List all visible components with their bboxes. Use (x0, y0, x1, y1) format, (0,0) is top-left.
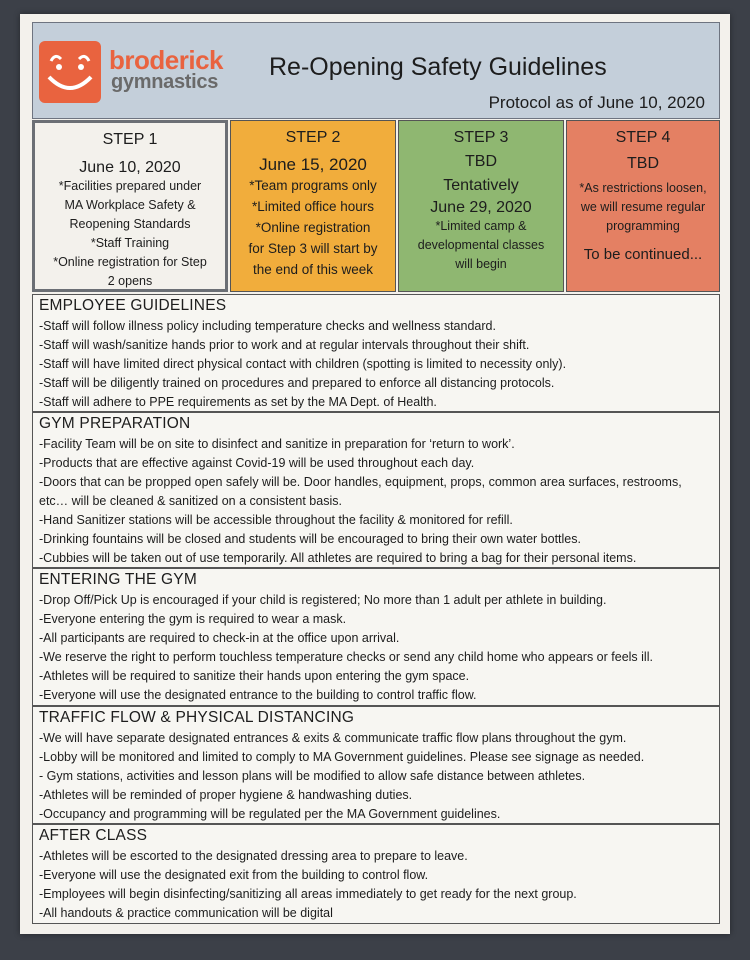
step-tentative: Tentatively (443, 177, 519, 194)
step-detail: programming (606, 219, 680, 233)
guidelines-flyer (20, 14, 730, 934)
step-detail: the end of this week (252, 262, 374, 277)
gym-preparation-section (32, 412, 720, 568)
steps-row (32, 120, 720, 292)
step-detail: *Staff Training (90, 236, 170, 250)
guideline-line: -Staff will wash/sanitize hands prior to work and at regular intervals throughout their shift. (39, 338, 530, 352)
guideline-line: -All handouts & practice communication will be digital (39, 906, 333, 920)
step-title: STEP 2 (285, 129, 341, 146)
employee-guidelines-section (32, 294, 720, 412)
header-banner (32, 22, 720, 119)
section-heading: EMPLOYEE GUIDELINES (39, 297, 227, 314)
guideline-line: -All participants are required to check-in at the office upon arrival. (39, 631, 400, 645)
guideline-line: -Athletes will be escorted to the designated dressing area to prepare to leave. (39, 849, 468, 863)
step-date: June 10, 2020 (79, 159, 181, 176)
brand-subname: gymnastics (111, 71, 219, 93)
guideline-line: -Staff will follow illness policy including temperature checks and wellness standard. (39, 319, 496, 333)
step-detail: Reopening Standards (69, 217, 191, 231)
guideline-line: -Athletes will be reminded of proper hygiene & handwashing duties. (39, 788, 413, 802)
step-detail: *Facilities prepared under (58, 179, 202, 193)
guideline-line: -Hand Sanitizer stations will be accessible throughout the facility & monitored for refill. (39, 513, 513, 527)
step-3-card (398, 120, 564, 292)
guideline-line: -We will have separate designated entrances & exits & communicate traffic flow plans throughout the gym. (39, 731, 627, 745)
guideline-line: -Employees will begin disinfecting/sanitizing all areas immediately to get ready for the next group. (39, 887, 577, 901)
brand-name: broderick (109, 45, 223, 75)
step-continued: To be continued... (583, 246, 703, 263)
step-title: STEP 1 (102, 131, 158, 148)
step-detail: *Limited camp & (435, 219, 527, 233)
guideline-line: -Athletes will be required to sanitize their hands upon entering the gym space. (39, 669, 470, 683)
step-detail: *Online registration (255, 220, 371, 235)
guideline-line: -Doors that can be propped open safely will be. Door handles, equipment, props, common area surfaces, restrooms, (39, 475, 682, 489)
guideline-line: etc… will be cleaned & sanitized on a consistent basis. (39, 494, 342, 508)
step-detail: *Limited office hours (251, 199, 375, 214)
protocol-date: Protocol as of June 10, 2020 (488, 93, 705, 112)
step-date: June 15, 2020 (259, 155, 367, 174)
step-detail: *As restrictions loosen, (579, 181, 707, 195)
guideline-line: -Drop Off/Pick Up is encouraged if your child is registered; No more than 1 adult per athlete in building. (39, 593, 607, 607)
guideline-line: -Products that are effective against Covid-19 will be used throughout each day. (39, 456, 475, 470)
guideline-line: -Cubbies will be taken out of use temporarily. All athletes are required to bring a bag for their personal items. (39, 551, 637, 565)
step-detail: will begin (455, 257, 507, 271)
section-heading: TRAFFIC FLOW & PHYSICAL DISTANCING (39, 709, 355, 726)
step-title: STEP 4 (615, 129, 671, 146)
step-date: TBD (627, 155, 659, 172)
guideline-line: -Occupancy and programming will be regulated per the MA Government guidelines. (39, 807, 501, 821)
guideline-line: -Lobby will be monitored and limited to comply to MA Government guidelines. Please see signage as needed. (39, 750, 645, 764)
step-detail: MA Workplace Safety & (64, 198, 196, 212)
section-heading: GYM PREPARATION (39, 415, 191, 432)
traffic-flow-section (32, 706, 720, 824)
entering-the-gym-section (32, 568, 720, 706)
step-detail: *Team programs only (249, 178, 377, 193)
step-4-card (566, 120, 720, 292)
guideline-line: -Everyone entering the gym is required to wear a mask. (39, 612, 347, 626)
guideline-line: -Facility Team will be on site to disinfect and sanitize in preparation for ‘return to work’. (39, 437, 515, 451)
page-title: Re-Opening Safety Guidelines (269, 53, 607, 81)
step-date: TBD (465, 153, 497, 170)
guideline-line: -Staff will adhere to PPE requirements as set by the MA Dept. of Health. (39, 395, 437, 409)
after-class-section (32, 824, 720, 924)
guideline-line: - Gym stations, activities and lesson plans will be modified to allow safe distance between athletes. (39, 769, 586, 783)
broderick-smile-logo-icon (39, 41, 101, 103)
step-detail: developmental classes (417, 238, 545, 252)
step-detail: for Step 3 will start by (248, 241, 378, 256)
step-detail: we will resume regular (580, 200, 706, 214)
step-2-card (230, 120, 396, 292)
guideline-line: -Staff will be diligently trained on procedures and prepared to enforce all distancing protocols. (39, 376, 555, 390)
step-title: STEP 3 (453, 129, 509, 146)
guideline-line: -Staff will have limited direct physical contact with children (spotting is limited to necessity only). (39, 357, 567, 371)
step-1-card (32, 120, 228, 292)
step-tentative-date: June 29, 2020 (430, 199, 532, 216)
guideline-line: -Everyone will use the designated entrance to the building to control traffic flow. (39, 688, 477, 702)
step-detail: *Online registration for Step (53, 255, 207, 269)
guideline-line: -Everyone will use the designated exit from the building to control flow. (39, 868, 429, 882)
guideline-line: -Drinking fountains will be closed and students will be encouraged to bring their own water bottles. (39, 532, 581, 546)
section-heading: AFTER CLASS (39, 827, 148, 844)
section-heading: ENTERING THE GYM (39, 571, 197, 588)
step-detail: 2 opens (107, 274, 153, 288)
guideline-line: -We reserve the right to perform touchless temperature checks or send any child home who appears or feels ill. (39, 650, 653, 664)
